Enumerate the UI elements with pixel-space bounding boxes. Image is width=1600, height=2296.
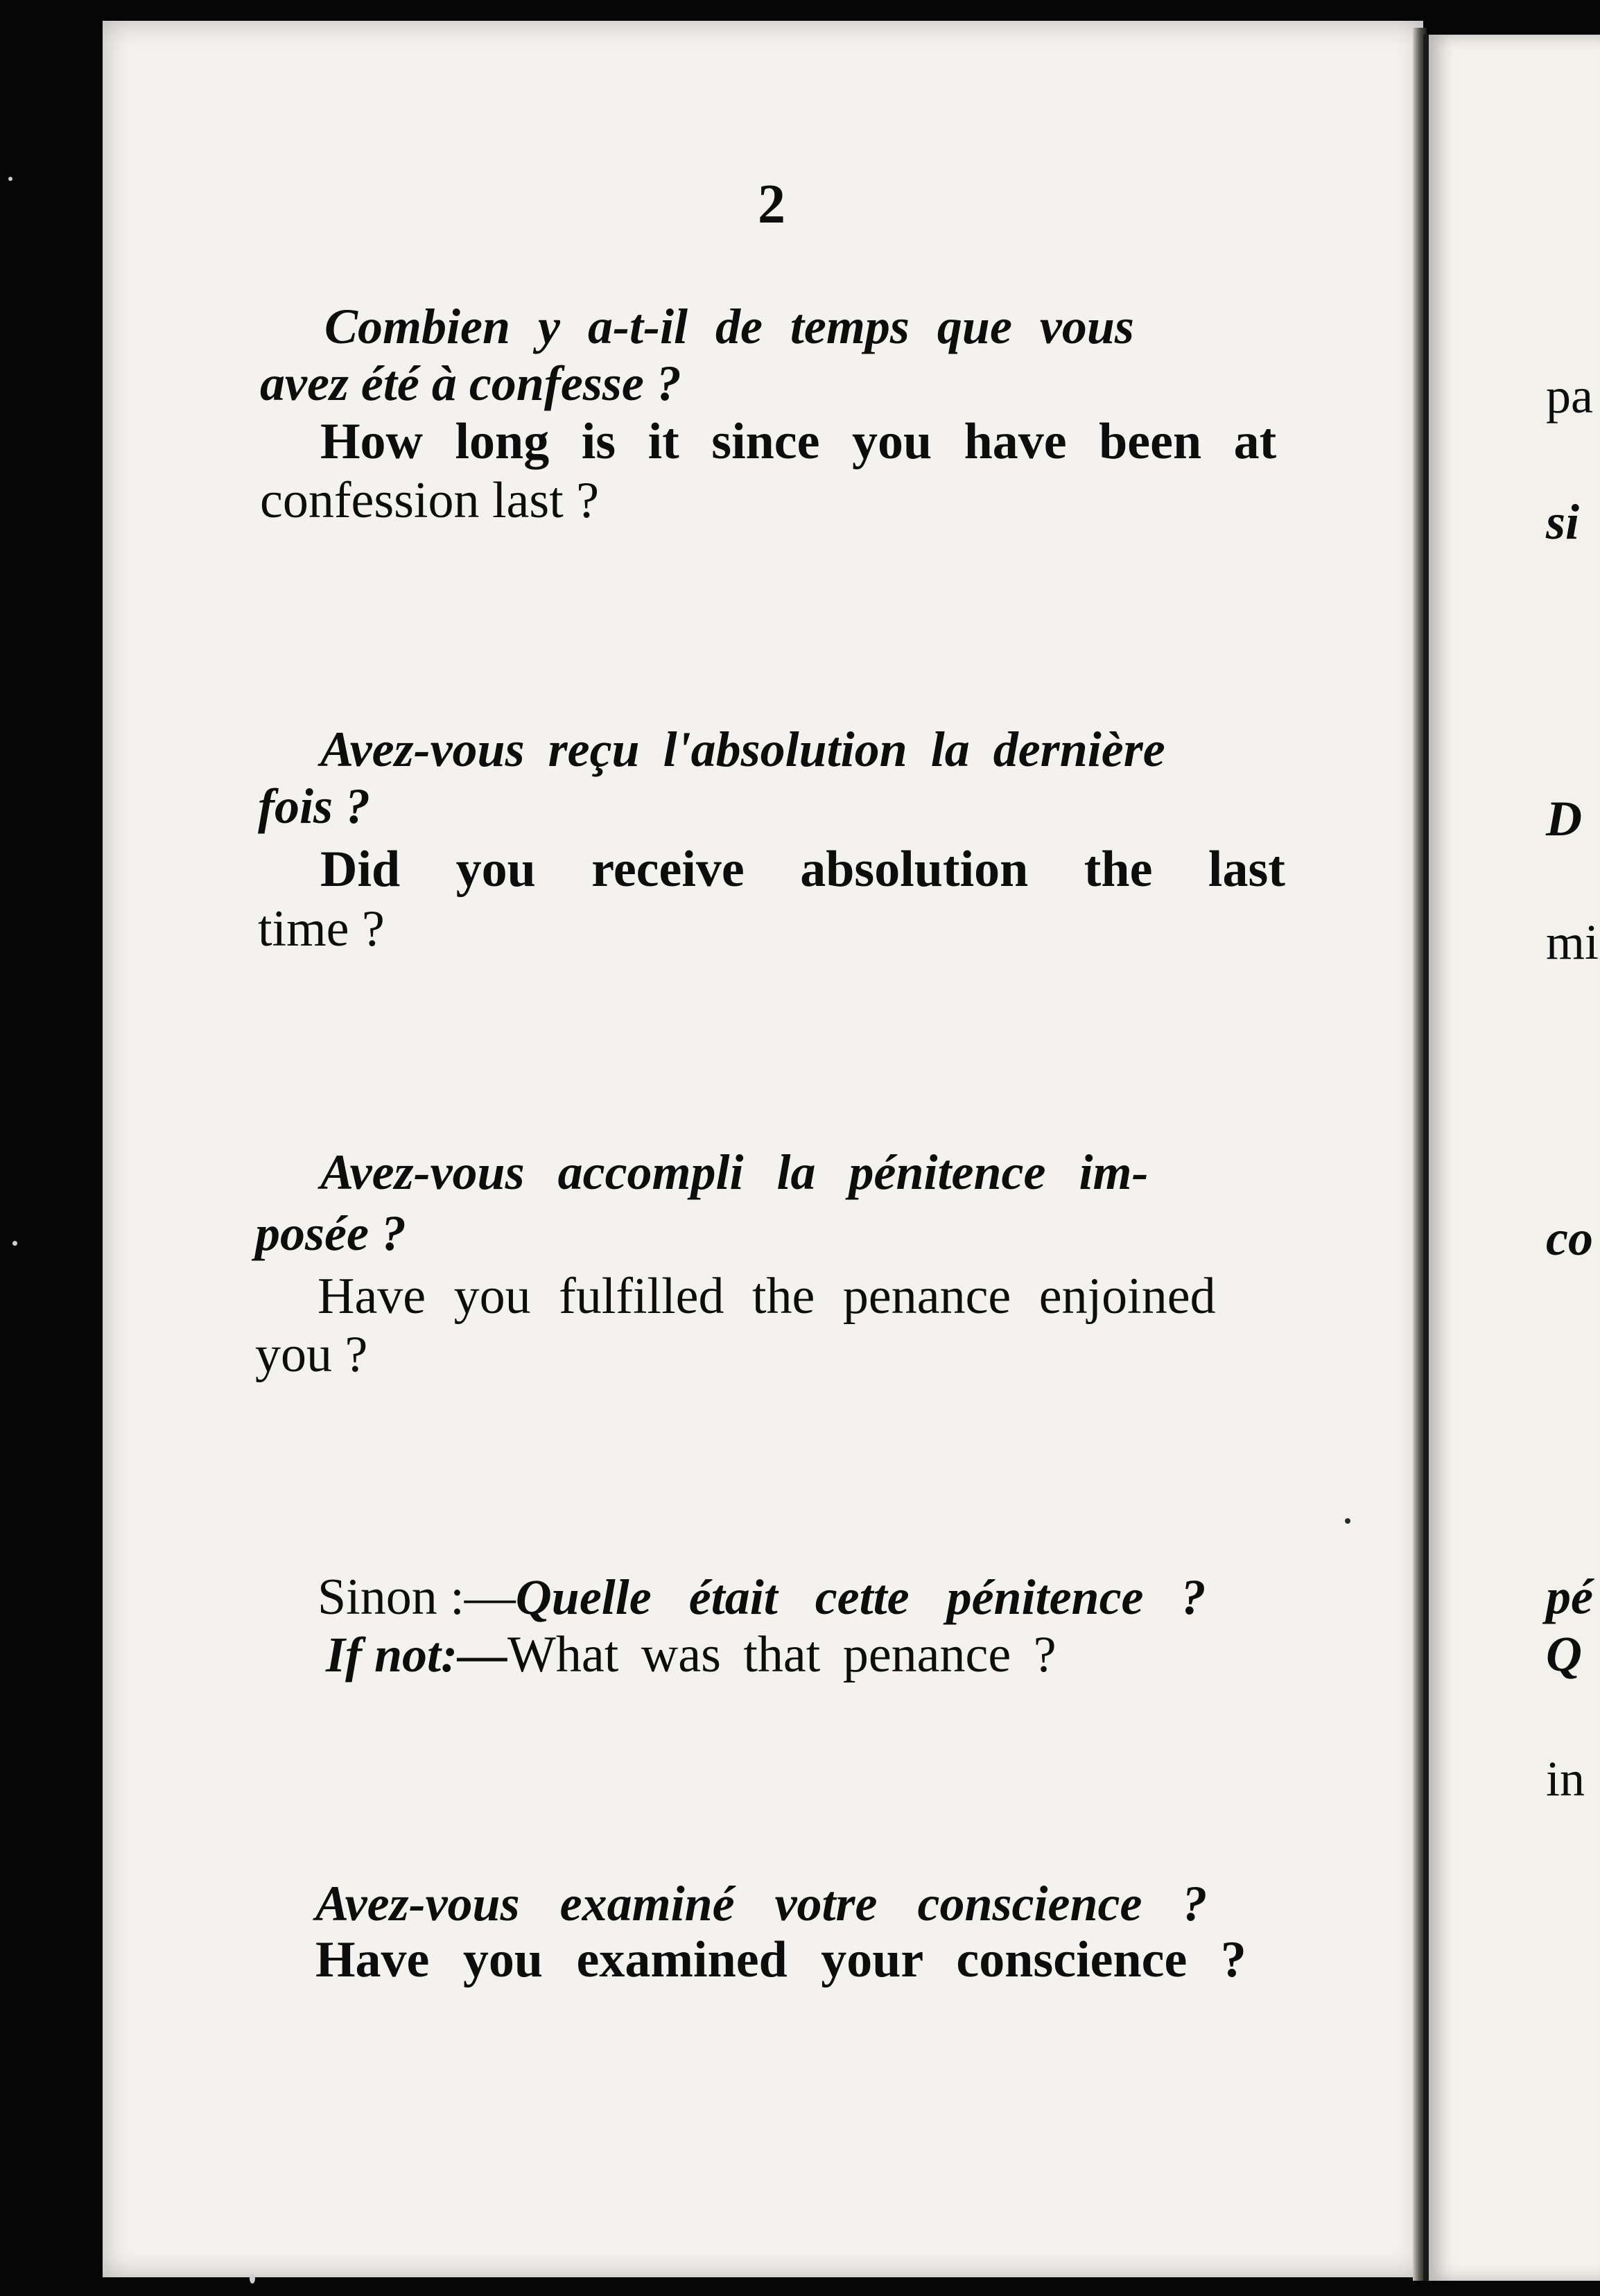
english-question-4-text: What was that penance ?	[507, 1626, 1056, 1683]
right-page-fragment: D	[1546, 791, 1582, 846]
french-question-3-line-1: Avez-vous accompli la pénitence im-	[320, 1145, 1149, 1200]
french-question-4-text: Quelle était cette pénitence ?	[515, 1569, 1206, 1625]
english-question-1-line-1: How long is it since you have been at	[320, 413, 1277, 470]
english-question-4	[326, 1626, 1056, 1685]
french-question-1-line-1-text: Combien y a-t-il de temps que vous	[324, 299, 1134, 354]
right-page-fragment: co	[1546, 1210, 1593, 1266]
right-page-fragment: mi	[1546, 914, 1599, 970]
right-page-fragment: pa	[1546, 368, 1593, 424]
french-question-3-line-2: posée ?	[255, 1206, 406, 1261]
right-page-fragment: Q	[1546, 1626, 1582, 1682]
english-question-1-line-2: confession last ?	[260, 472, 600, 529]
english-question-4-prefix: If not:—	[326, 1627, 508, 1682]
french-question-2-line-1: Avez-vous reçu l'absolution la dernière	[320, 722, 1165, 777]
french-question-1-line-1	[324, 298, 1295, 356]
french-question-1-line-2: avez été à confesse ?	[260, 356, 681, 411]
english-question-3-line-1: Have you fulfilled the penance enjoined	[318, 1268, 1216, 1325]
right-page-fragment: si	[1546, 494, 1580, 550]
right-page-fragment: pé	[1546, 1569, 1593, 1624]
right-page-fragment: in	[1546, 1751, 1585, 1807]
english-question-5: Have you examined your conscience ?	[315, 1931, 1246, 1988]
scan-speck	[1345, 1518, 1350, 1524]
french-question-4	[318, 1568, 1206, 1627]
english-question-2-line-2: time ?	[258, 901, 385, 957]
scan-speck	[12, 1241, 17, 1246]
french-question-2-line-2: fois ?	[258, 779, 370, 834]
page-number: 2	[758, 174, 785, 235]
french-question-4-prefix: Sinon :—	[318, 1569, 516, 1626]
english-question-2-line-1: Did you receive absolution the last	[320, 841, 1285, 898]
french-question-5: Avez-vous examiné votre conscience ?	[315, 1876, 1208, 1931]
scan-speck	[250, 2274, 255, 2284]
english-question-3-line-2: you ?	[255, 1326, 368, 1383]
scan-speck	[8, 177, 12, 181]
